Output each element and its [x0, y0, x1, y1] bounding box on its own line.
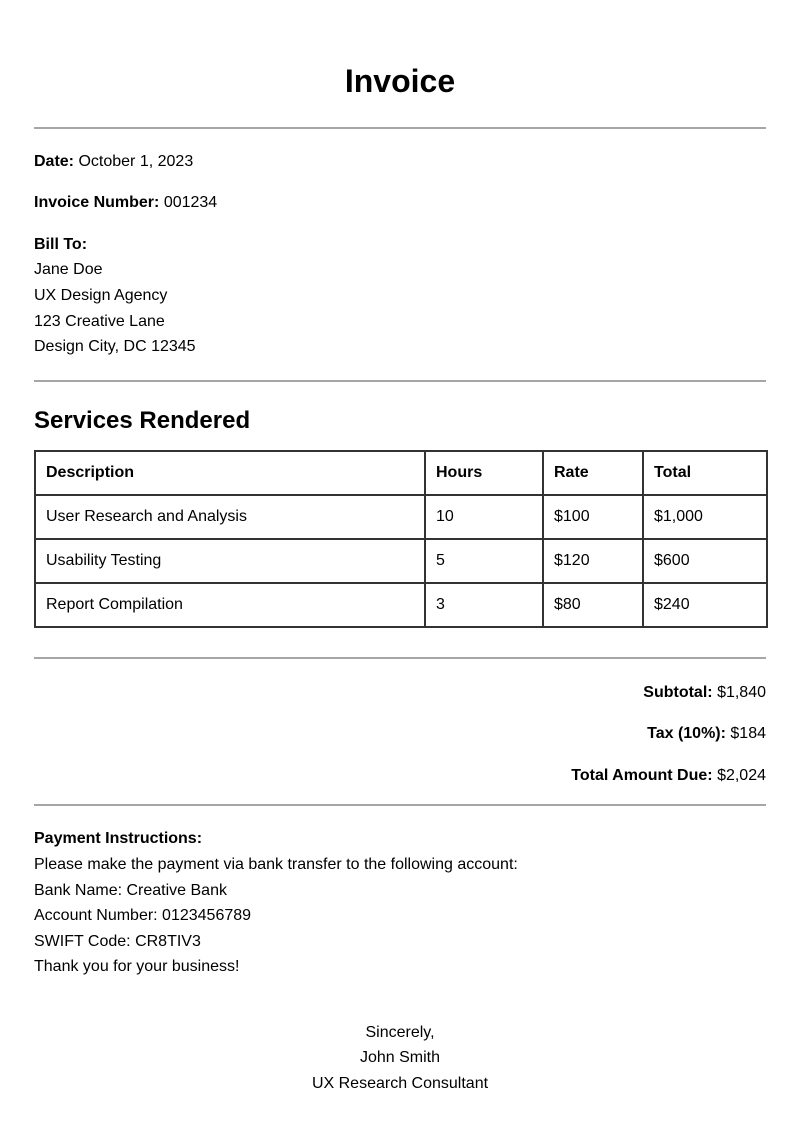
services-heading: Services Rendered	[34, 407, 251, 434]
payment-heading: Payment Instructions:	[34, 830, 203, 847]
cell-hours: 10	[425, 495, 543, 539]
table-row	[35, 539, 767, 583]
subtotal-label: Subtotal:	[643, 684, 713, 701]
bill-to-city: Design City, DC 12345	[34, 338, 196, 355]
column-header-rate: Rate	[543, 451, 643, 495]
date-value: October 1, 2023	[78, 153, 194, 170]
tax-line	[647, 724, 766, 744]
cell-total: $600	[643, 539, 767, 583]
bill-to-street: 123 Creative Lane	[34, 313, 165, 330]
signature-name: John Smith	[359, 1049, 441, 1066]
divider	[34, 657, 766, 659]
payment-account-number: Account Number: 0123456789	[34, 907, 252, 924]
bill-to-label: Bill To:	[34, 236, 88, 253]
total-due-line	[571, 766, 766, 786]
cell-description: Report Compilation	[35, 583, 425, 627]
subtotal-value: $1,840	[717, 684, 766, 701]
total-due-label: Total Amount Due:	[571, 767, 713, 784]
bill-to-name: Jane Doe	[34, 261, 103, 278]
signature-closing: Sincerely,	[365, 1024, 435, 1041]
column-header-total: Total	[643, 451, 767, 495]
column-header-hours: Hours	[425, 451, 543, 495]
total-due-value: $2,024	[717, 767, 766, 784]
table-row	[35, 495, 767, 539]
date-line	[34, 152, 193, 172]
invoice-number-line	[34, 193, 217, 213]
cell-description: User Research and Analysis	[35, 495, 425, 539]
tax-value: $184	[730, 725, 766, 742]
bill-to-company: UX Design Agency	[34, 287, 168, 304]
signature-role: UX Research Consultant	[311, 1075, 489, 1092]
cell-hours: 3	[425, 583, 543, 627]
page-title: Invoice	[344, 63, 456, 99]
payment-thanks: Thank you for your business!	[34, 958, 240, 975]
cell-total: $1,000	[643, 495, 767, 539]
tax-label: Tax (10%):	[647, 725, 726, 742]
subtotal-line	[643, 683, 766, 703]
payment-line: Please make the payment via bank transfer to the following account:	[34, 856, 518, 873]
divider	[34, 380, 766, 382]
cell-rate: $120	[543, 539, 643, 583]
services-table	[34, 450, 768, 628]
invoice-number-value: 001234	[163, 194, 218, 211]
divider	[34, 804, 766, 806]
payment-bank-name: Bank Name: Creative Bank	[34, 882, 227, 899]
payment-swift-code: SWIFT Code: CR8TIV3	[34, 933, 201, 950]
cell-total: $240	[643, 583, 767, 627]
invoice-number-label: Invoice Number:	[34, 194, 160, 211]
date-label: Date:	[34, 153, 75, 170]
table-header-row	[35, 451, 767, 495]
divider	[34, 127, 766, 129]
cell-description: Usability Testing	[35, 539, 425, 583]
cell-rate: $100	[543, 495, 643, 539]
column-header-description: Description	[35, 451, 425, 495]
cell-hours: 5	[425, 539, 543, 583]
table-row	[35, 583, 767, 627]
cell-rate: $80	[543, 583, 643, 627]
